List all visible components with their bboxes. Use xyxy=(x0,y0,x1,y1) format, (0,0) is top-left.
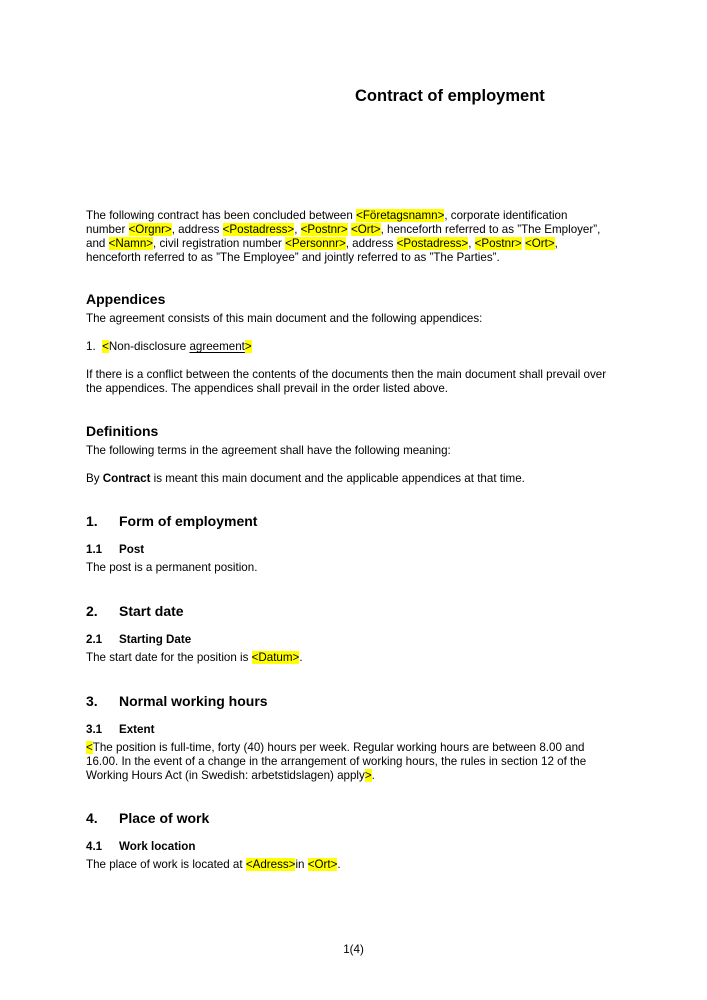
subsection-1-1-heading xyxy=(86,543,144,556)
intro-text: , corporate identification xyxy=(444,209,568,222)
definition-text: is meant this main document and the applicable appendices at that time. xyxy=(150,472,525,485)
section-3-heading xyxy=(86,693,268,709)
company-placeholder: <Företagsnamn> xyxy=(356,209,445,222)
intro-line-4: henceforth referred to as ”The Employee” and jointly referred to as ”The Parties”. xyxy=(86,251,500,264)
adress-placeholder: <Adress> xyxy=(245,858,296,871)
postadress-placeholder: <Postadress> xyxy=(396,237,469,250)
subsection-4-1-text xyxy=(86,858,341,872)
postadress-placeholder: <Postadress> xyxy=(222,223,295,236)
working-hours-text: . xyxy=(371,769,375,782)
intro-line-2 xyxy=(86,223,600,237)
working-hours-line-1 xyxy=(86,741,586,755)
intro-text: and xyxy=(86,237,109,250)
subsection-number: 4.1 xyxy=(86,840,103,853)
definitions-heading: Definitions xyxy=(86,423,159,439)
namn-placeholder: <Namn> xyxy=(108,237,154,250)
appendix-name: Non-disclosure xyxy=(108,340,190,353)
subsection-title: Starting Date xyxy=(119,633,192,646)
section-1-heading xyxy=(86,513,257,529)
subsection-2-1-text xyxy=(86,651,303,665)
intro-text: number xyxy=(86,223,129,236)
intro-text: , address xyxy=(345,237,397,250)
placeholder-close: > xyxy=(364,769,372,782)
subsection-number: 3.1 xyxy=(86,723,103,736)
start-date-text: The start date for the position is xyxy=(86,651,252,664)
personnr-placeholder: <Personnr> xyxy=(285,237,346,250)
subsection-1-1-text: The post is a permanent position. xyxy=(86,561,258,574)
intro-text: The following contract has been concluded between xyxy=(86,209,357,222)
datum-placeholder: <Datum> xyxy=(251,651,300,664)
subsection-4-1-heading xyxy=(86,840,195,853)
ort-placeholder: <Ort> xyxy=(524,237,555,250)
working-hours-line-3 xyxy=(86,769,586,783)
subsection-number: 2.1 xyxy=(86,633,103,646)
subsection-title: Work location xyxy=(119,840,196,853)
subsection-title: Extent xyxy=(119,723,155,736)
conflict-paragraph xyxy=(86,368,606,396)
ort-placeholder: <Ort> xyxy=(307,858,338,871)
section-number: 2. xyxy=(86,603,98,619)
section-4-heading xyxy=(86,810,209,826)
section-number: 3. xyxy=(86,693,98,709)
list-number: 1. xyxy=(86,340,96,353)
subsection-3-1-heading xyxy=(86,723,154,736)
subsection-3-1-text xyxy=(86,741,586,783)
section-number: 4. xyxy=(86,810,98,826)
postnr-placeholder: <Postnr> xyxy=(474,237,522,250)
conflict-line-2: the appendices. The appendices shall prevail in the order listed above. xyxy=(86,382,449,395)
section-title: Normal working hours xyxy=(119,693,268,709)
intro-text: , henceforth referred to as ”The Employer”, xyxy=(380,223,601,236)
postnr-placeholder: <Postnr> xyxy=(300,223,348,236)
section-title: Start date xyxy=(119,603,184,619)
appendix-list-item xyxy=(86,340,252,354)
appendices-text: The agreement consists of this main document and the following appendices: xyxy=(86,312,483,325)
ort-placeholder: <Ort> xyxy=(350,223,381,236)
working-hours-text: The position is full-time, forty (40) hours per week. Regular working hours are between 8.00 and xyxy=(92,741,585,754)
intro-text: , xyxy=(554,237,558,250)
conflict-line-1: If there is a conflict between the contents of the documents then the main document shall prevail over xyxy=(86,368,607,381)
working-hours-text: Working Hours Act (in Swedish: arbetstidslagen) apply xyxy=(86,769,365,782)
definition-text: By xyxy=(86,472,103,485)
section-number: 1. xyxy=(86,513,98,529)
intro-line-3 xyxy=(86,237,600,251)
appendix-name-underlined: agreement xyxy=(189,340,245,353)
subsection-title: Post xyxy=(119,543,145,556)
intro-line-1 xyxy=(86,209,600,223)
work-location-text: . xyxy=(337,858,341,871)
intro-text: , xyxy=(468,237,475,250)
start-date-text: . xyxy=(299,651,303,664)
work-location-text: in xyxy=(295,858,308,871)
working-hours-line-2: 16.00. In the event of a change in the arrangement of working hours, the rules in section 12 of the xyxy=(86,755,587,768)
intro-paragraph xyxy=(86,209,600,265)
section-2-heading xyxy=(86,603,184,619)
appendices-heading: Appendices xyxy=(86,291,166,307)
subsection-number: 1.1 xyxy=(86,543,103,556)
section-title: Form of employment xyxy=(119,513,258,529)
definitions-text: The following terms in the agreement shall have the following meaning: xyxy=(86,444,451,457)
intro-text: , civil registration number xyxy=(153,237,286,250)
document-title: Contract of employment xyxy=(355,87,545,105)
placeholder-close: > xyxy=(244,340,252,353)
intro-text: , address xyxy=(171,223,223,236)
page-number: 1(4) xyxy=(343,943,364,956)
subsection-2-1-heading xyxy=(86,633,191,646)
orgnr-placeholder: <Orgnr> xyxy=(128,223,172,236)
placeholder-open: < xyxy=(86,741,93,754)
intro-text: , xyxy=(294,223,301,236)
placeholder-open: < xyxy=(102,340,109,353)
definition-contract xyxy=(86,472,525,486)
work-location-text: The place of work is located at xyxy=(86,858,246,871)
section-title: Place of work xyxy=(119,810,210,826)
definition-term: Contract xyxy=(102,472,151,485)
